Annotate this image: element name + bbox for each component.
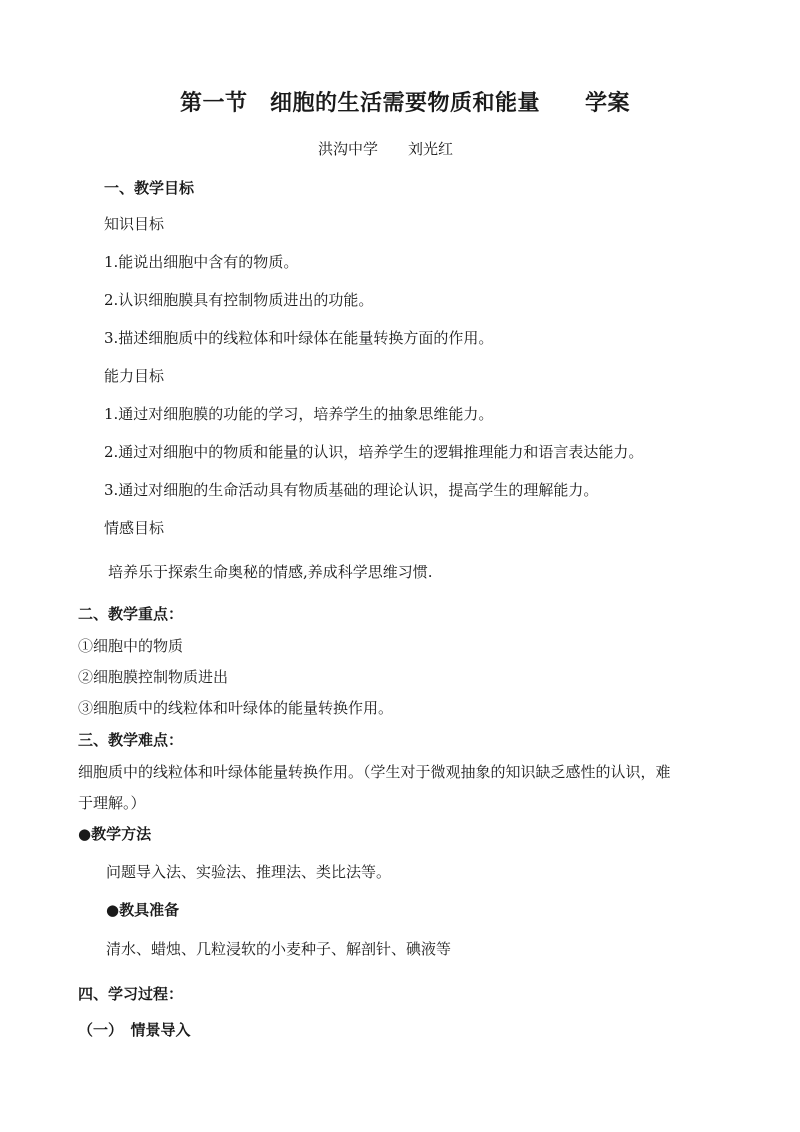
key-point-item: ②细胞膜控制物质进出: [78, 668, 229, 686]
document-title: 第一节 细胞的生活需要物质和能量 学案: [180, 91, 631, 116]
section4-sub1: （一） 情景导入: [78, 1021, 191, 1039]
key-point-item: ①细胞中的物质: [78, 637, 184, 655]
difficulty-text-line2: 于理解。）: [78, 794, 146, 812]
knowledge-heading: 知识目标: [104, 215, 165, 233]
materials-text: 清水、蜡烛、几粒浸软的小麦种子、解剖针、碘液等: [106, 940, 452, 958]
methods-heading: ●教学方法: [78, 825, 152, 843]
knowledge-item: 1.能说出细胞中含有的物质。: [104, 253, 299, 271]
difficulty-text-line1: 细胞质中的线粒体和叶绿体能量转换作用。（学生对于微观抽象的知识缺乏感性的认识，难: [78, 763, 671, 781]
ability-heading: 能力目标: [104, 367, 165, 385]
methods-text: 问题导入法、实验法、推理法、类比法等。: [106, 863, 392, 881]
ability-item: 3.通过对细胞的生命活动具有物质基础的理论认识，提高学生的理解能力。: [104, 481, 599, 499]
knowledge-item: 3.描述细胞质中的线粒体和叶绿体在能量转换方面的作用。: [104, 329, 494, 347]
emotion-heading: 情感目标: [104, 519, 165, 537]
section4-heading: 四、学习过程：: [78, 985, 184, 1003]
section3-heading: 三、教学难点：: [78, 731, 184, 749]
ability-item: 2.通过对细胞中的物质和能量的认识，培养学生的逻辑推理能力和语言表达能力。: [104, 443, 644, 461]
materials-heading: ●教具准备: [106, 901, 180, 919]
knowledge-item: 2.认识细胞膜具有控制物质进出的功能。: [104, 291, 374, 309]
section2-heading: 二、教学重点：: [78, 605, 184, 623]
section1-heading: 一、教学目标: [104, 179, 195, 197]
ability-item: 1.通过对细胞膜的功能的学习，培养学生的抽象思维能力。: [104, 405, 494, 423]
emotion-text: 培养乐于探索生命奥秘的情感,养成科学思维习惯.: [108, 563, 433, 581]
author-line: 洪沟中学 刘光红: [318, 140, 454, 158]
key-point-item: ③细胞质中的线粒体和叶绿体的能量转换作用。: [78, 699, 394, 717]
